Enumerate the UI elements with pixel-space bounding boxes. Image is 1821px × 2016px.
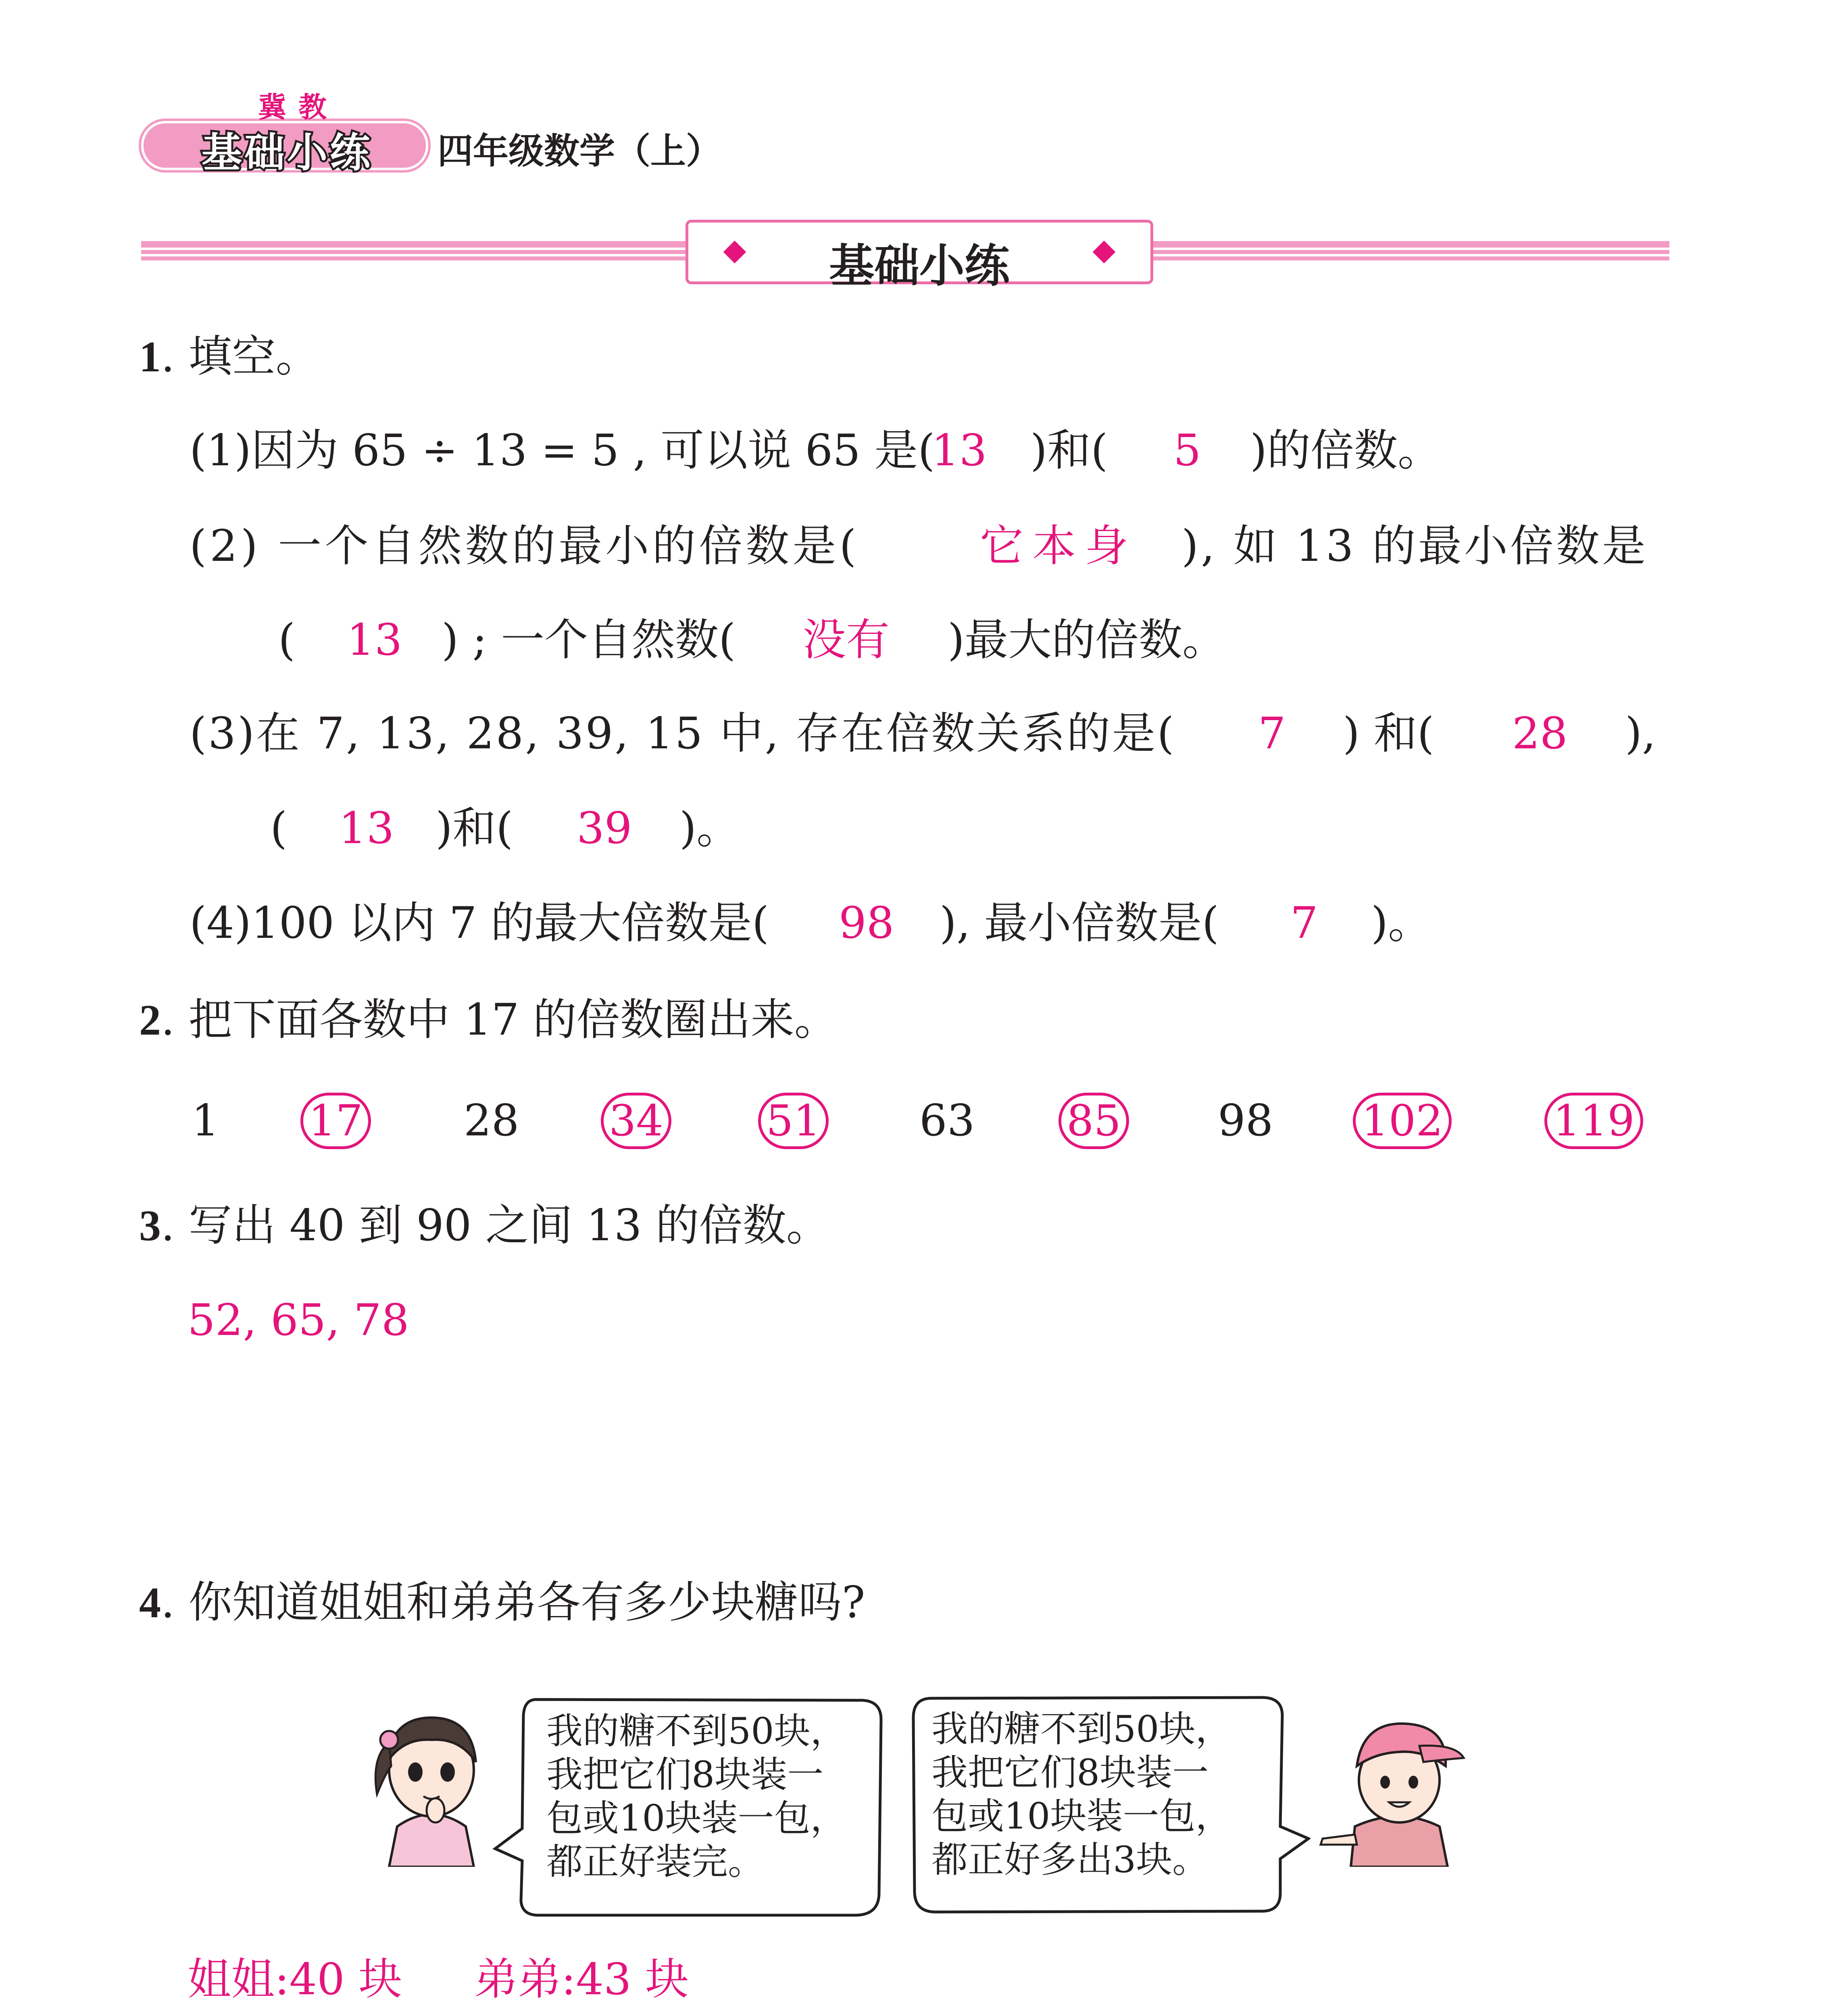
- q4-answer-sister-label: 姐姐:: [188, 1954, 290, 2005]
- q1-part4-answer2: 7: [1290, 898, 1318, 948]
- q1-part3-answer1: 7: [1258, 708, 1286, 759]
- girl-illustration: [363, 1693, 500, 1867]
- section-banner: [685, 220, 1153, 292]
- q2-circled-number: 119: [1544, 1093, 1643, 1149]
- q3-answer: 52, 65, 78: [188, 1295, 409, 1345]
- q1-part2-answer2: 13: [347, 615, 402, 665]
- boy-illustration: [1319, 1706, 1472, 1867]
- bubble-line: 包或10块装一包，: [546, 1797, 847, 1839]
- bubble-line: 都正好多出3块。: [931, 1839, 1209, 1881]
- q2-circled-number: 85: [1058, 1093, 1129, 1149]
- q1-part3-text5: )和(: [435, 803, 513, 854]
- q4-answer-brother-value: 43 块: [576, 1954, 689, 2005]
- q1-part2-text5: )最大的倍数。: [948, 615, 1226, 665]
- q2-number: 28: [464, 1095, 519, 1146]
- q1-part3-answer2: 28: [1512, 708, 1568, 759]
- q1-part4-text3: )。: [1371, 898, 1432, 948]
- q1-part4-text1: (4)100 以内 7 的最大倍数是(: [190, 898, 769, 948]
- q1-part2-answer3: 没有: [802, 615, 890, 665]
- q2-circled-number: 34: [601, 1093, 671, 1149]
- q1-part4-answer1: 98: [839, 898, 894, 948]
- q1-part2-text1: (2) 一个自然数的最小的倍数是(: [190, 521, 860, 571]
- girl-bubble-text: [546, 1710, 847, 1884]
- q1-part2-text4: ) ; 一个自然数(: [442, 615, 736, 665]
- boy-bubble-text: [931, 1708, 1232, 1882]
- q4-answer: [188, 1954, 689, 2006]
- q1-part1-answer2: 5: [1173, 425, 1201, 476]
- question-4-title: 4. 你知道姐姐和弟弟各有多少块糖吗?: [139, 1577, 865, 1628]
- grade-subject: 四年级数学（上）: [438, 130, 722, 172]
- bubble-line: 我把它们8块装一: [546, 1754, 824, 1796]
- q4-answer-brother-label: 弟弟:: [474, 1954, 576, 2005]
- q1-part1-text2: )和(: [1030, 425, 1108, 476]
- q2-number: 98: [1218, 1095, 1273, 1146]
- q2-circled-number: 17: [300, 1093, 371, 1149]
- q1-part4-text2: ), 最小倍数是(: [940, 898, 1219, 948]
- bubble-line: 都正好装完。: [546, 1841, 764, 1883]
- q1-part3-answer3: 13: [339, 803, 394, 854]
- bubble-line: 我的糖不到50块，: [546, 1710, 847, 1752]
- q1-part3-text1: (3)在 7, 13, 28, 39, 15 中, 存在倍数关系的是(: [190, 708, 1176, 759]
- question-2-title: 2. 把下面各数中 17 的倍数圈出来。: [139, 995, 838, 1045]
- bubble-line: 我把它们8块装一: [931, 1752, 1209, 1794]
- q4-answer-sister-value: 40 块: [289, 1954, 402, 2005]
- q1-part3-text2: ) 和(: [1343, 708, 1434, 759]
- q1-part3-text6: )。: [679, 803, 740, 854]
- q1-part3-answer4: 39: [577, 803, 632, 854]
- q2-number: 1: [192, 1095, 219, 1146]
- q1-part3-text3: ),: [1625, 708, 1656, 759]
- bubble-line: 包或10块装一包，: [931, 1795, 1232, 1837]
- bubble-line: 我的糖不到50块，: [931, 1708, 1232, 1750]
- q1-part3-text4: (: [270, 803, 288, 854]
- brand-title: 基础小练: [202, 129, 373, 176]
- q2-number: 63: [919, 1095, 975, 1146]
- girl-speech-bubble: [492, 1691, 891, 1921]
- q1-part2-text2: ), 如 13 的最小倍数是: [1181, 521, 1648, 571]
- q1-part2-text3: (: [278, 615, 296, 665]
- question-1-title: 1. 填空。: [139, 331, 319, 382]
- q2-circled-number: 51: [758, 1093, 829, 1149]
- q1-part2-answer1: 它本身: [980, 521, 1138, 571]
- boy-speech-bubble: [907, 1689, 1311, 1919]
- brand-publisher: 冀教: [258, 91, 339, 124]
- q1-part1-text3: )的倍数。: [1250, 425, 1442, 476]
- section-title: 基础小练: [829, 240, 1010, 292]
- q1-part1-text1: (1)因为 65 ÷ 13 = 5 , 可以说 65 是(: [190, 425, 935, 476]
- q1-part1-answer1: 13: [931, 425, 987, 476]
- question-3-title: 3. 写出 40 到 90 之间 13 的倍数。: [139, 1200, 830, 1251]
- q2-circled-number: 102: [1353, 1093, 1452, 1149]
